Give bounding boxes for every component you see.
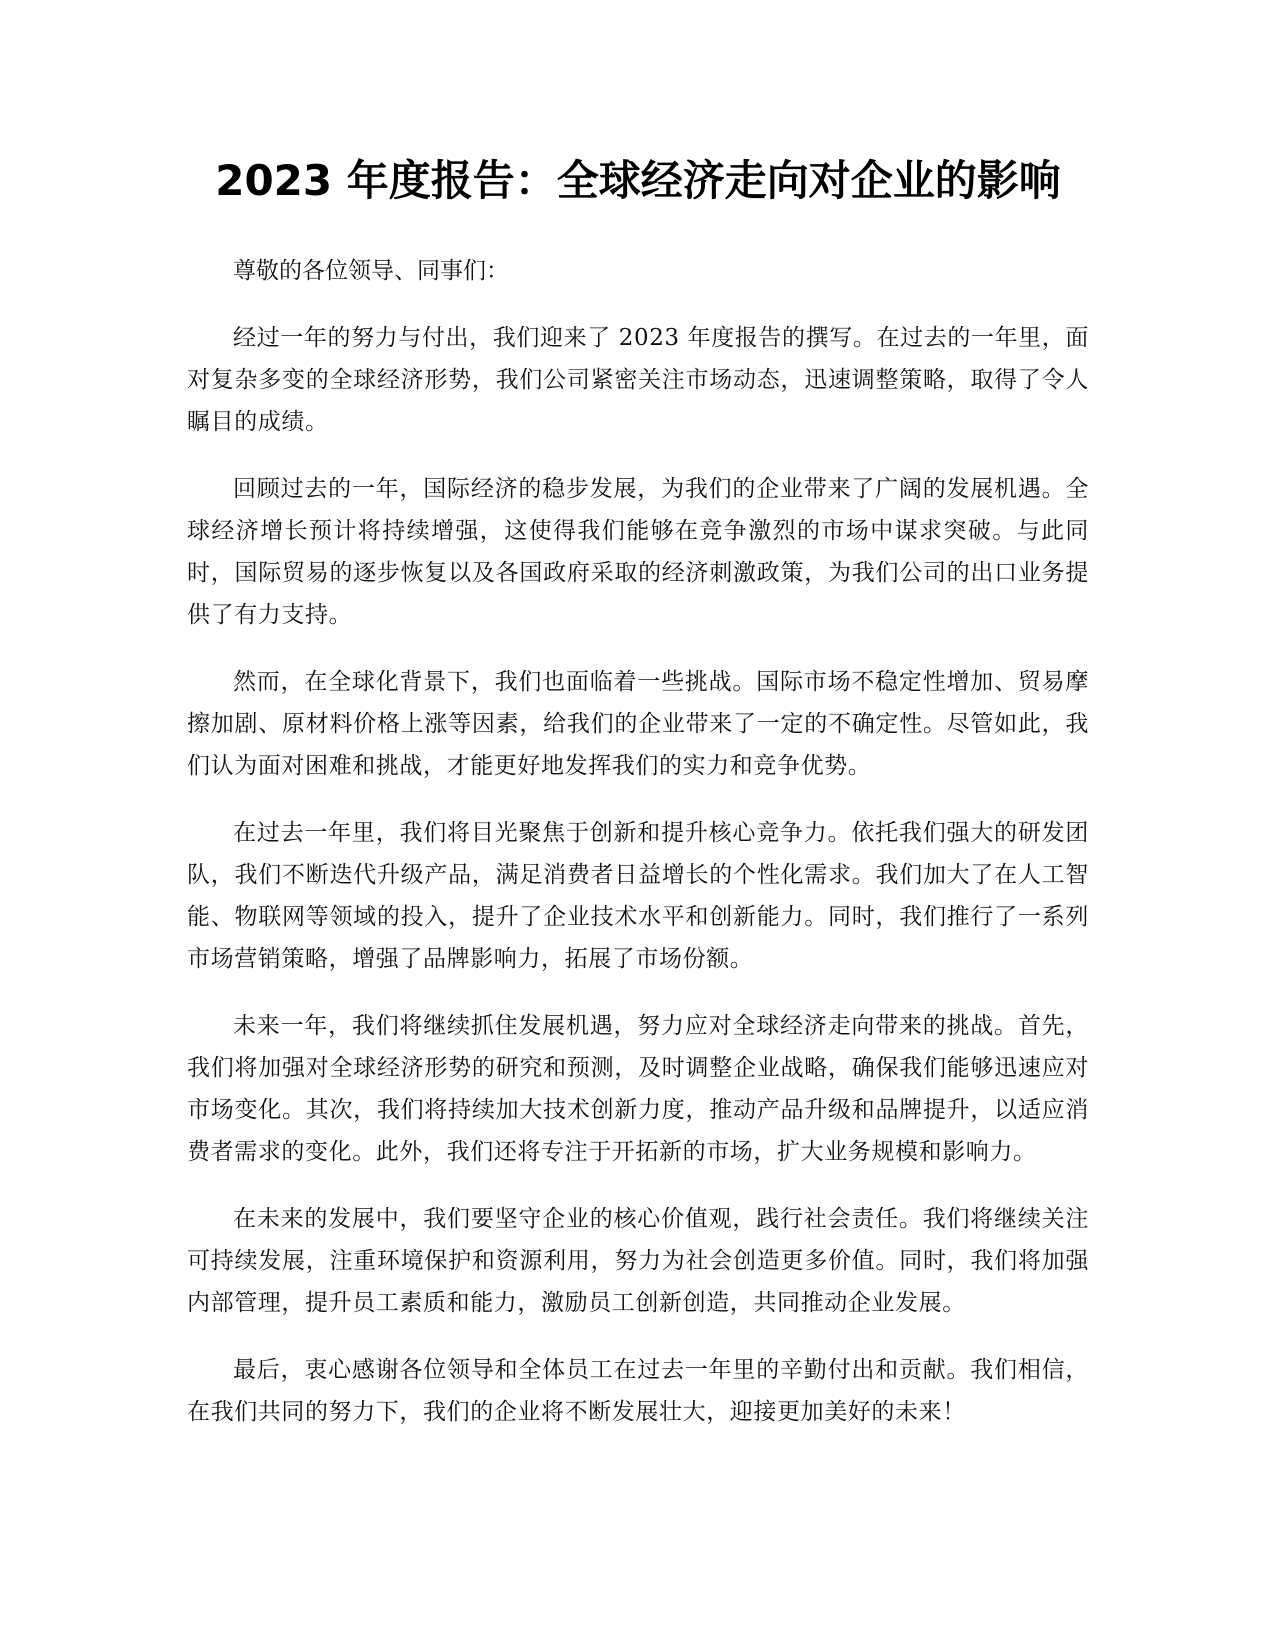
paragraph: 在未来的发展中，我们要坚守企业的核心价值观，践行社会责任。我们将继续关注可持续发展，注重环境保护和资源利用，努力为社会创造更多价值。同时，我们将加强内部管理，提升员工素质和能力，激励员工创新创造，共同推动企业发展。 <box>187 1206 1089 1316</box>
paragraph: 回顾过去的一年，国际经济的稳步发展，为我们的企业带来了广阔的发展机遇。全球经济增长预计将持续增强，这使得我们能够在竞争激烈的市场中谋求突破。与此同时，国际贸易的逐步恢复以及各国政府采取的经济刺激政策，为我们公司的出口业务提供了有力支持。 <box>187 476 1089 628</box>
paragraph: 经过一年的努力与付出，我们迎来了 2023 年度报告的撰写。在过去的一年里，面对复杂多变的全球经济形势，我们公司紧密关注市场动态，迅速调整策略，取得了令人瞩目的成绩。 <box>187 325 1089 435</box>
document-title: 2023 年度报告：全球经济走向对企业的影响 <box>215 156 1061 205</box>
paragraph: 在过去一年里，我们将目光聚焦于创新和提升核心竞争力。依托我们强大的研发团队，我们不断迭代升级产品，满足消费者日益增长的个性化需求。我们加大了在人工智能、物联网等领域的投入，提升了企业技术水平和创新能力。同时，我们推行了一系列市场营销策略，增强了品牌影响力，拓展了市场份额。 <box>187 820 1089 972</box>
paragraph: 然而，在全球化背景下，我们也面临着一些挑战。国际市场不稳定性增加、贸易摩擦加剧、原材料价格上涨等因素，给我们的企业带来了一定的不确定性。尽管如此，我们认为面对困难和挑战，才能更好地发挥我们的实力和竞争优势。 <box>187 669 1089 779</box>
paragraph: 最后，衷心感谢各位领导和全体员工在过去一年里的辛勤付出和贡献。我们相信，在我们共同的努力下，我们的企业将不断发展壮大，迎接更加美好的未来！ <box>187 1357 1089 1425</box>
paragraph: 未来一年，我们将继续抓住发展机遇，努力应对全球经济走向带来的挑战。首先，我们将加强对全球经济形势的研究和预测，及时调整企业战略，确保我们能够迅速应对市场变化。其次，我们将持续加大技术创新力度，推动产品升级和品牌提升，以适应消费者需求的变化。此外，我们还将专注于开拓新的市场，扩大业务规模和影响力。 <box>187 1013 1089 1165</box>
salutation: 尊敬的各位领导、同事们： <box>233 258 509 284</box>
